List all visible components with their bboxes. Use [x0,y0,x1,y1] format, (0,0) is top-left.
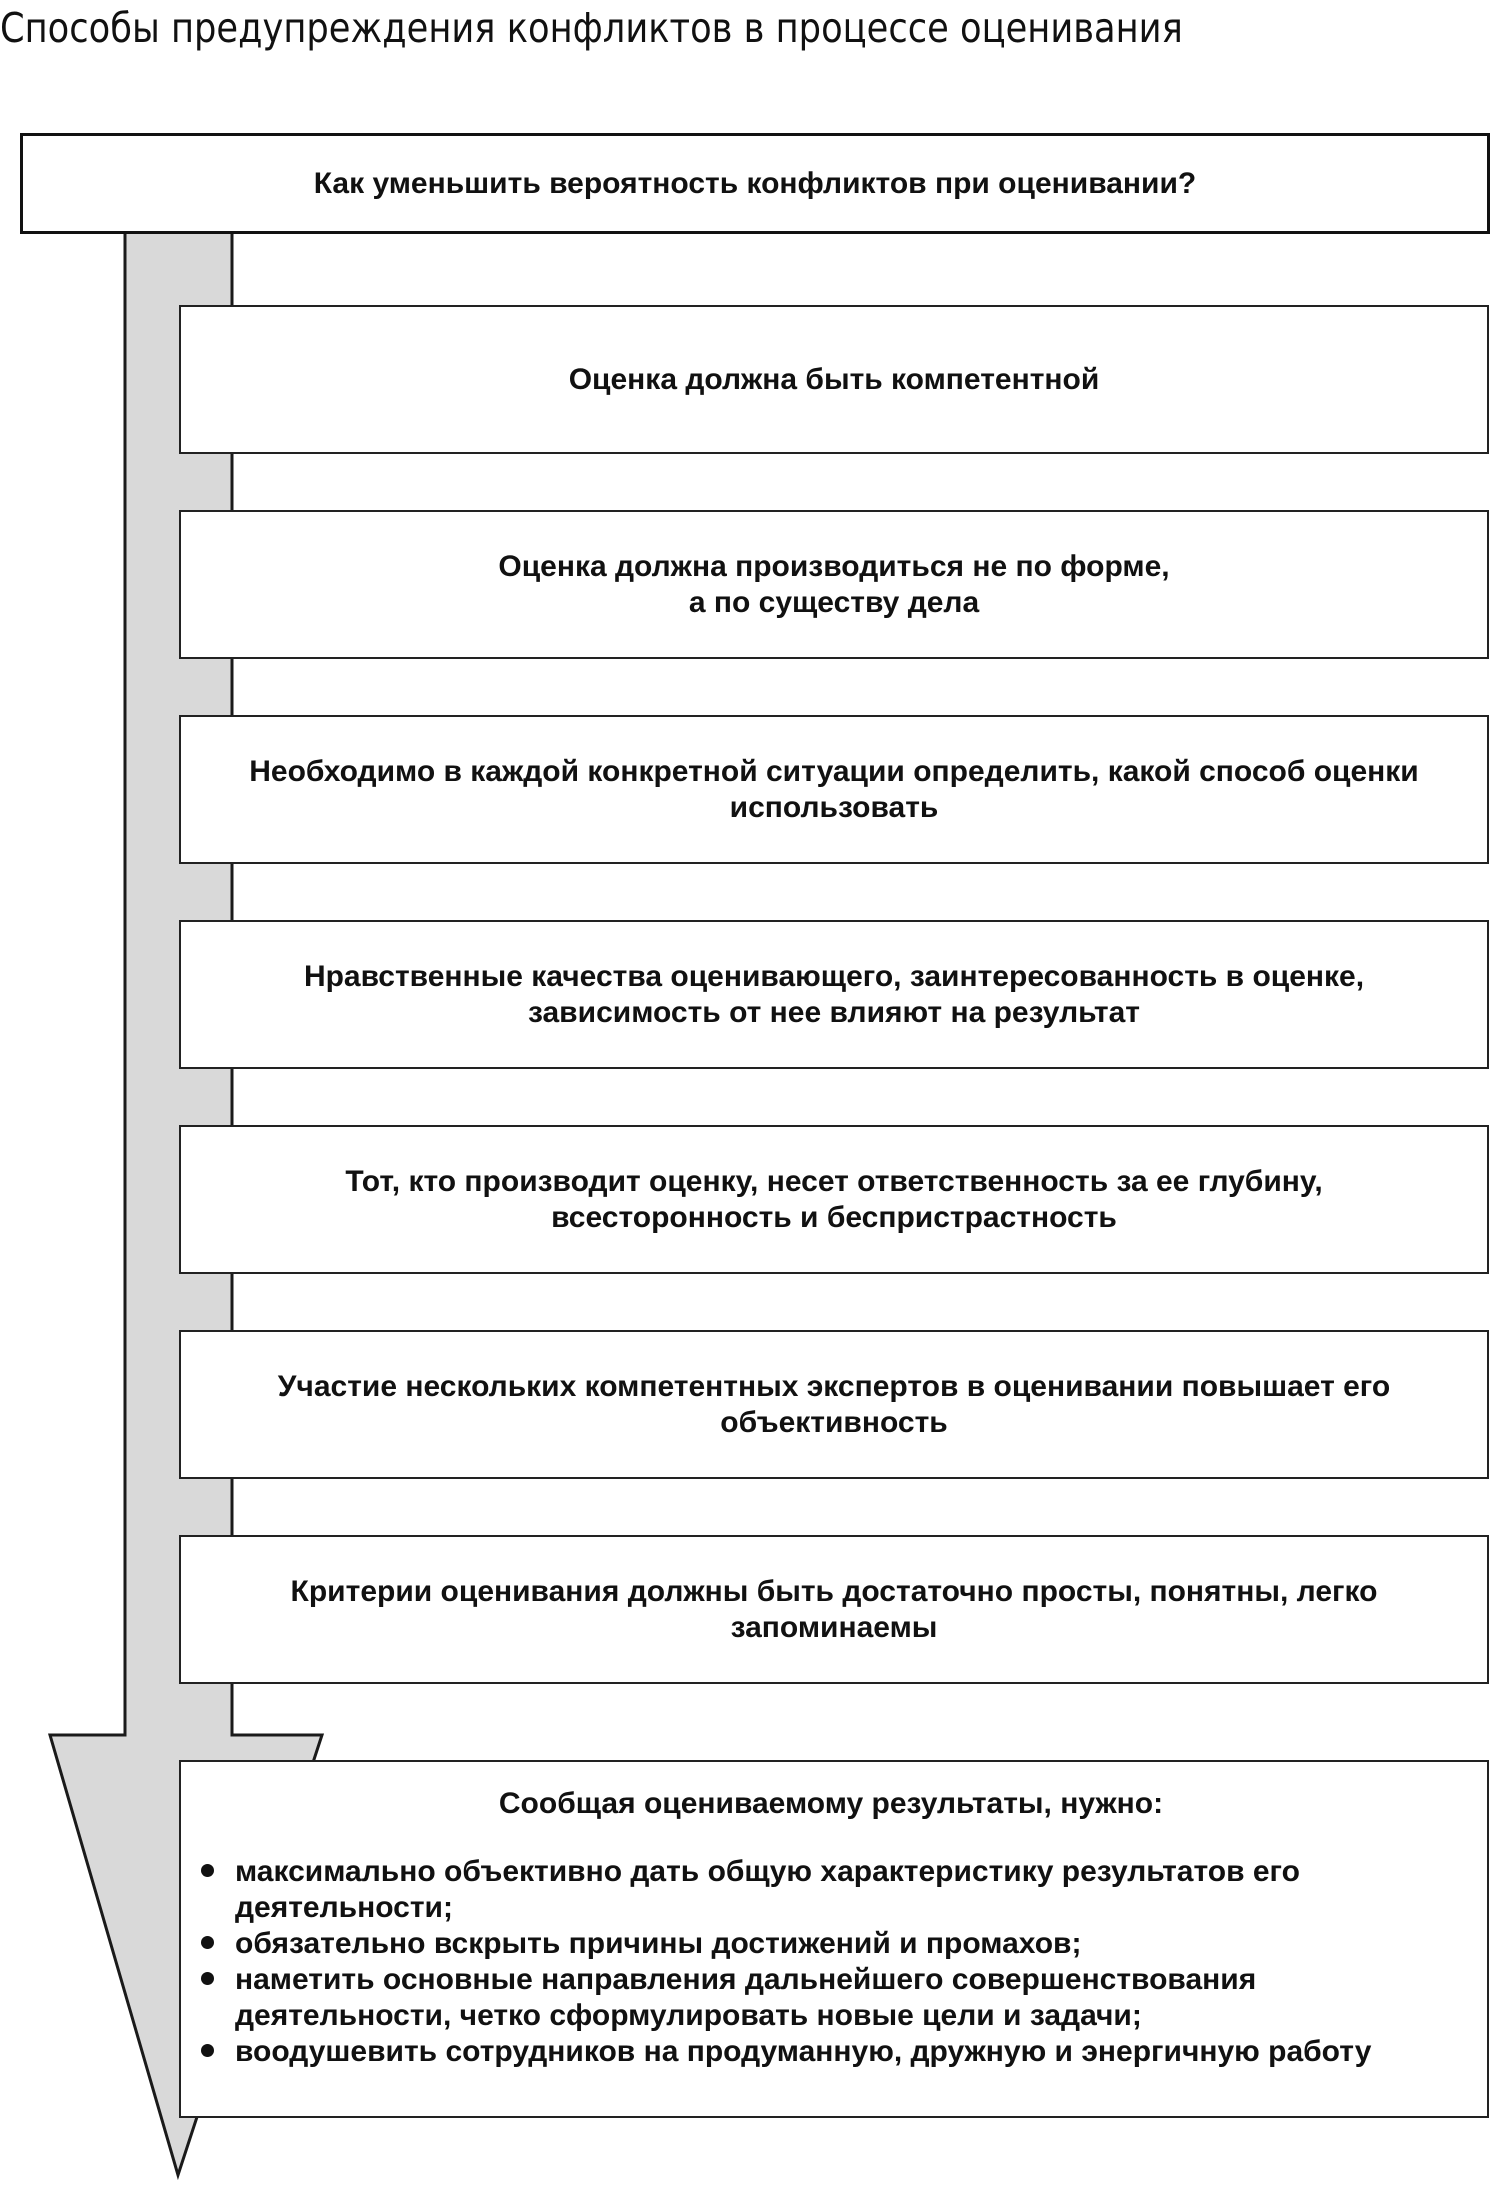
list-item: обязательно вскрыть причины достижений и промахов; [195,1926,1467,1962]
bullet-dot-icon [201,1972,214,1985]
step-text-line: Участие нескольких компетентных экспертов в оценивании повышает его [277,1369,1391,1403]
step-box-2 [179,510,1489,659]
step-box-3 [179,715,1489,864]
step-box-1 [179,305,1489,454]
list-item: наметить основные направления дальнейшего совершенствования деятельности, четко сформулировать новые цели и задачи; [195,1962,1467,2034]
step-box-5 [179,1125,1489,1274]
step-text-line: Оценка должна производиться не по форме, [498,549,1170,583]
step-text-line: Тот, кто производит оценку, несет ответственность за ее глубину, [345,1164,1323,1198]
step-box-6 [179,1330,1489,1479]
bullet-dot-icon [201,2044,214,2057]
list-item: воодушевить сотрудников на продуманную, дружную и энергичную работу [195,2034,1467,2070]
question-text: Как уменьшить вероятность конфликтов при оценивании? [313,166,1197,200]
step-text-line: всесторонность и беспристрастность [551,1200,1117,1234]
step-text-line: Нравственные качества оценивающего, заинтересованность в оценке, [303,959,1365,993]
step-box-7 [179,1535,1489,1684]
step-text-line: Критерии оценивания должны быть достаточно просты, понятны, легко [290,1574,1378,1608]
step-text-line: Оценка должна быть компетентной [568,362,1100,396]
step-text-line: Необходимо в каждой конкретной ситуации определить, какой способ оценки [249,754,1419,788]
final-box [179,1760,1489,2118]
bullet-dot-icon [201,1864,214,1877]
question-box [20,133,1490,234]
step-text-line: а по существу дела [688,585,980,619]
step-text-line: объективность [720,1405,948,1439]
list-item: максимально объективно дать общую характеристику результатов его деятельности; [195,1854,1467,1926]
step-text-line: запоминаемы [730,1610,938,1644]
step-text-line: зависимость от нее влияют на результат [527,995,1140,1029]
step-text-line: использовать [729,790,939,824]
page-title: Способы предупреждения конфликтов в процессе оценивания [0,4,1183,52]
bullet-dot-icon [201,1936,214,1949]
final-lead: Сообщая оцениваемому результаты, нужно: [498,1787,1164,1820]
final-bullet-list [195,1854,1467,2070]
step-box-4 [179,920,1489,1069]
